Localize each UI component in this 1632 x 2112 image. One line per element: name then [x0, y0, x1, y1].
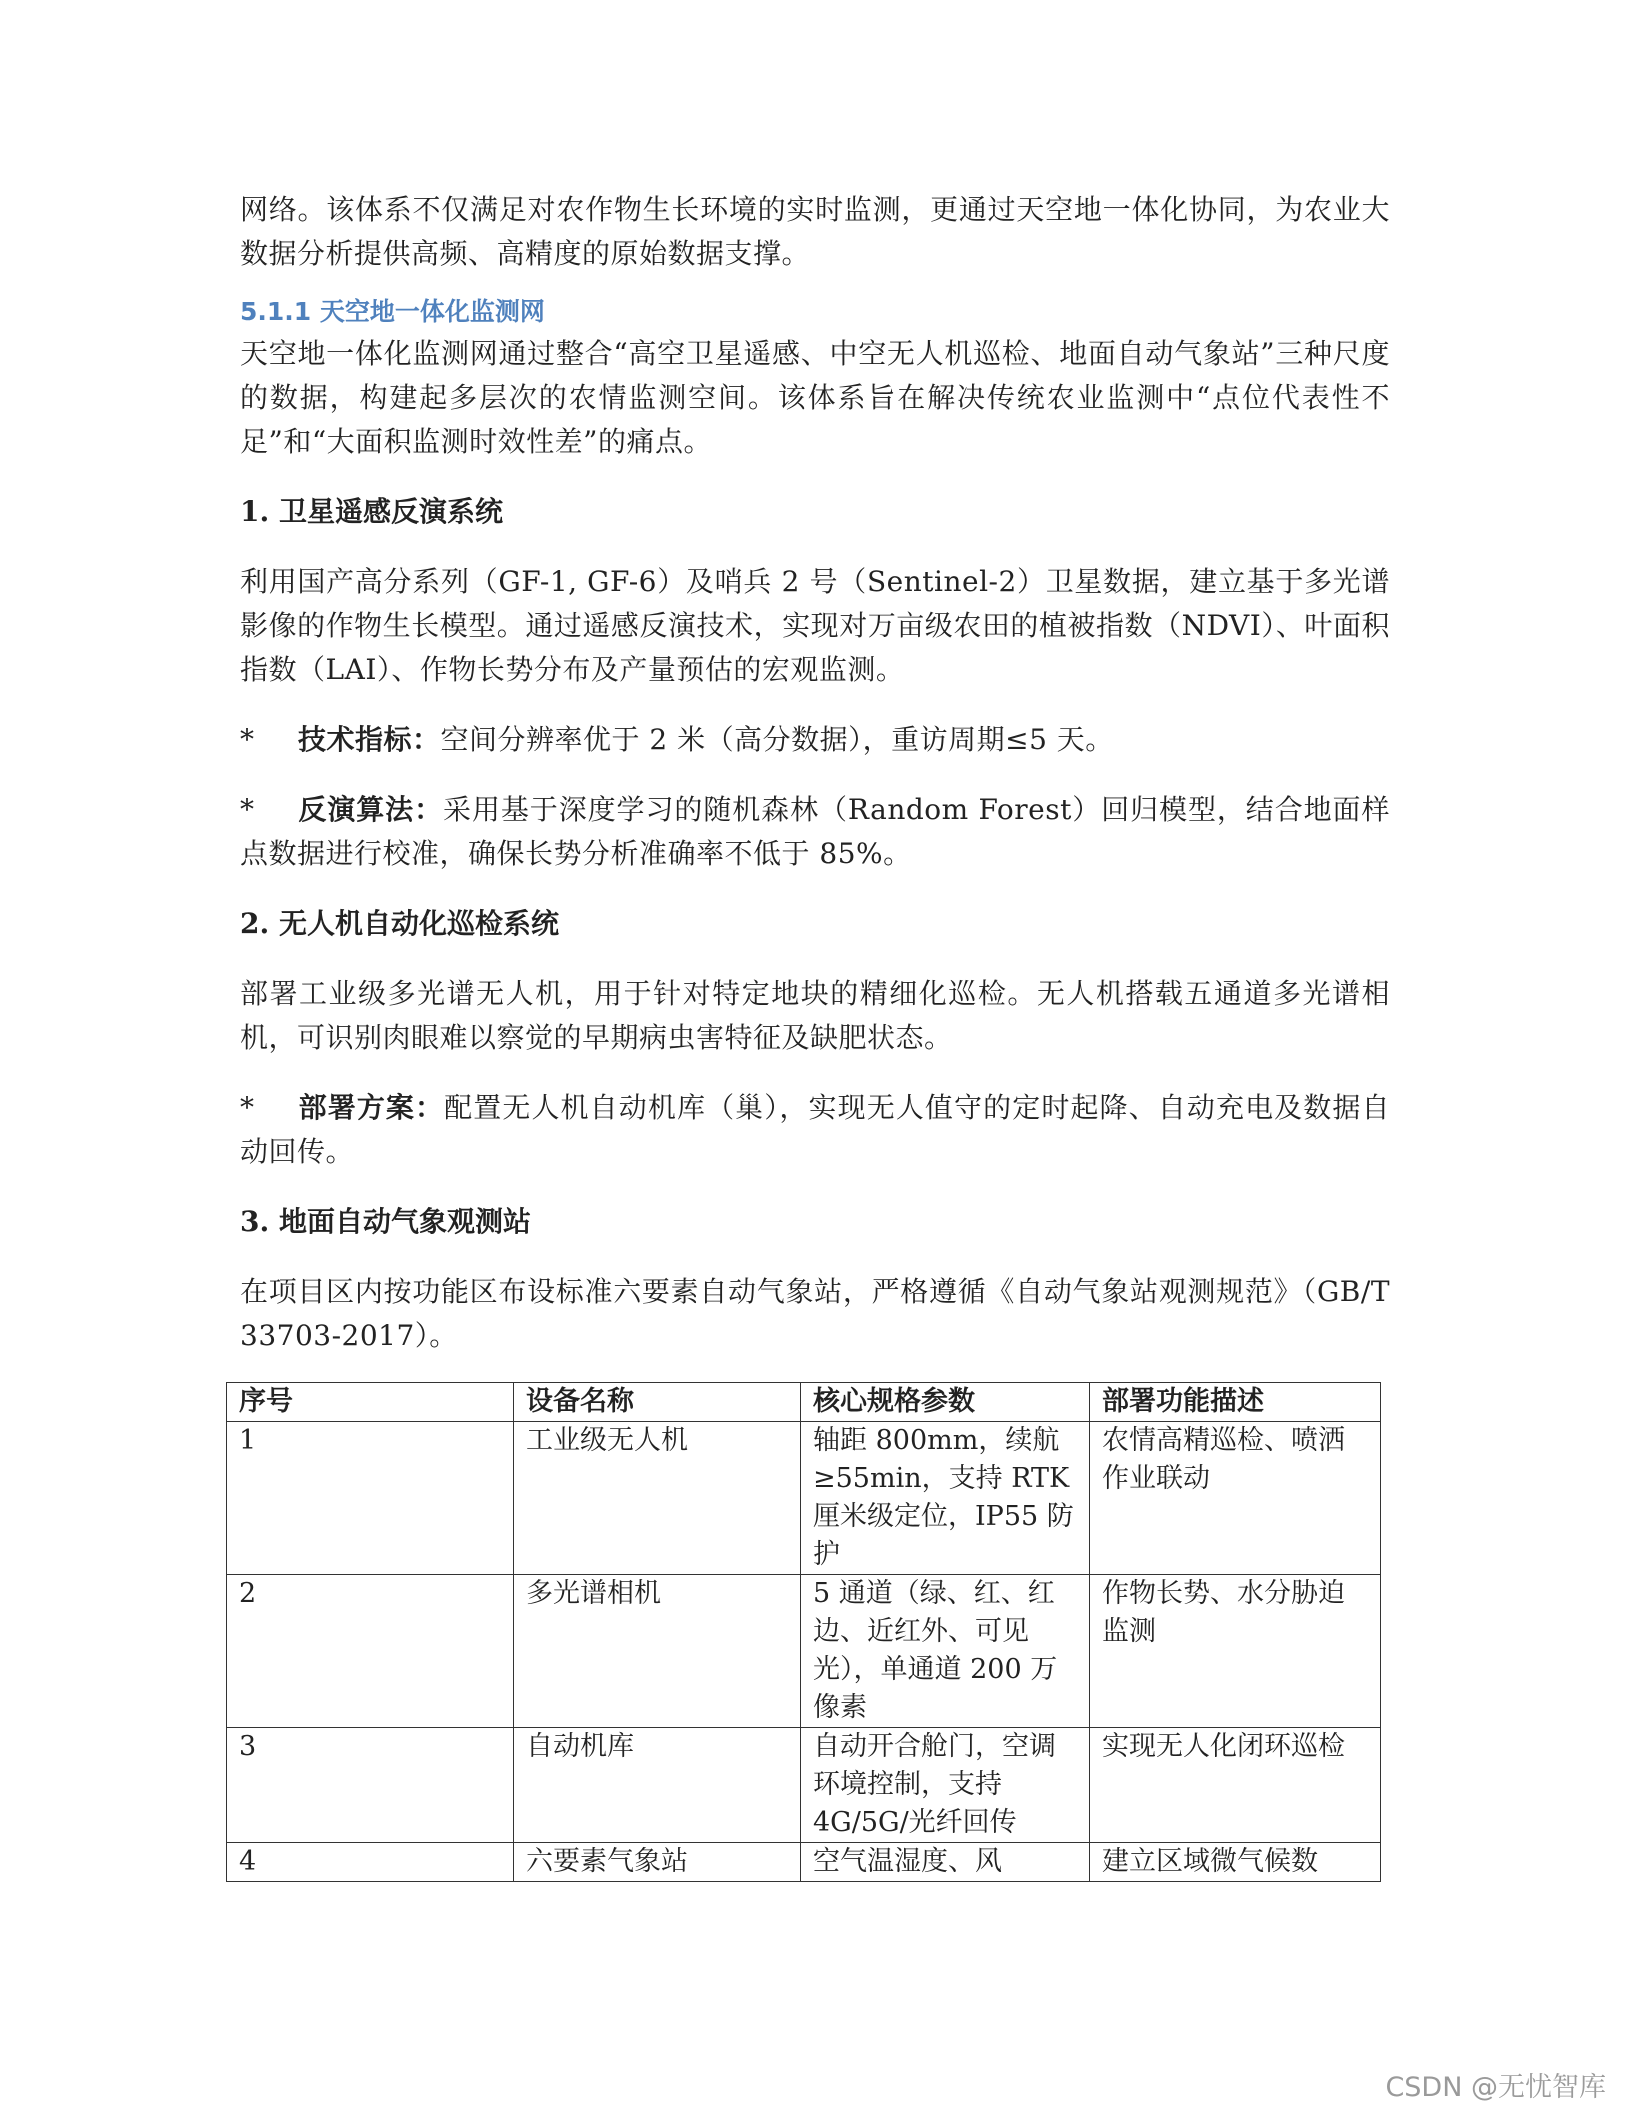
table-row [227, 1422, 1381, 1575]
cell-specs: 空气温湿度、风 [801, 1843, 1090, 1882]
cell-function: 作物长势、水分胁迫监测 [1090, 1575, 1381, 1728]
watermark: CSDN @无忧智库 [1385, 2072, 1606, 2103]
bullet-label: 技术指标： [298, 723, 441, 756]
satellite-paragraph: 利用国产高分系列（GF-1, GF-6）及哨兵 2 号（Sentinel-2）卫星数据，建立基于多光谱影像的作物生长模型。通过遥感反演技术，实现对万亩级农田的植被指数（NDVI）、叶面积指数（LAI）、作物长势分布及产量预估的宏观监测。 [240, 565, 1390, 686]
cell-specs: 自动开合舱门，空调环境控制，支持 4G/5G/光纤回传 [801, 1728, 1090, 1843]
bullet-algorithm [240, 788, 1390, 876]
bullet-tech-index [240, 718, 1390, 762]
bullet-deployment [240, 1086, 1390, 1174]
header-function: 部署功能描述 [1090, 1383, 1381, 1422]
bullet-text: 采用基于深度学习的随机森林（Random Forest）回归模型，结合地面样点数据进行校准，确保长势分析准确率不低于 85%。 [240, 793, 1390, 870]
intro-paragraph: 网络。该体系不仅满足对农作物生长环境的实时监测，更通过天空地一体化协同，为农业大数据分析提供高频、高精度的原始数据支撑。 [240, 193, 1390, 270]
bullet-marker: * [240, 1091, 255, 1124]
heading-drone: 2. 无人机自动化巡检系统 [240, 907, 559, 940]
cell-function: 建立区域微气候数 [1090, 1843, 1381, 1882]
heading-satellite: 1. 卫星遥感反演系统 [240, 495, 503, 528]
bullet-marker: * [240, 793, 255, 826]
cell-device-name: 工业级无人机 [514, 1422, 801, 1575]
bullet-text: 配置无人机自动机库（巢），实现无人值守的定时起降、自动充电及数据自动回传。 [240, 1091, 1390, 1168]
cell-device-name: 多光谱相机 [514, 1575, 801, 1728]
drone-paragraph: 部署工业级多光谱无人机，用于针对特定地块的精细化巡检。无人机搭载五通道多光谱相机，可识别肉眼难以察觉的早期病虫害特征及缺肥状态。 [240, 977, 1390, 1054]
section-paragraph: 天空地一体化监测网通过整合“高空卫星遥感、中空无人机巡检、地面自动气象站”三种尺度的数据，构建起多层次的农情监测空间。该体系旨在解决传统农业监测中“点位代表性不足”和“大面积监测时效性差”的痛点。 [240, 337, 1390, 458]
cell-function: 实现无人化闭环巡检 [1090, 1728, 1381, 1843]
bullet-text: 空间分辨率优于 2 米（高分数据），重访周期≤5 天。 [440, 723, 1114, 756]
header-device-name: 设备名称 [514, 1383, 801, 1422]
cell-device-name: 六要素气象站 [514, 1843, 801, 1882]
table-row [227, 1728, 1381, 1843]
cell-specs: 轴距 800mm，续航≥55min，支持 RTK 厘米级定位，IP55 防护 [801, 1422, 1090, 1575]
bullet-marker: * [240, 723, 255, 756]
cell-index: 3 [227, 1728, 514, 1843]
cell-index: 4 [227, 1843, 514, 1882]
bullet-label: 部署方案： [298, 1091, 445, 1124]
cell-device-name: 自动机库 [514, 1728, 801, 1843]
section-heading: 5.1.1 天空地一体化监测网 [240, 297, 545, 326]
bullet-label: 反演算法： [298, 793, 444, 826]
header-specs: 核心规格参数 [801, 1383, 1090, 1422]
cell-index: 2 [227, 1575, 514, 1728]
table-row [227, 1843, 1381, 1882]
heading-weather-station: 3. 地面自动气象观测站 [240, 1205, 531, 1238]
weather-paragraph: 在项目区内按功能区布设标准六要素自动气象站，严格遵循《自动气象站观测规范》（GB/T 33703-2017）。 [240, 1275, 1390, 1352]
document-page [240, 188, 1390, 1882]
table-header-row [227, 1383, 1381, 1422]
cell-specs: 5 通道（绿、红、红边、近红外、可见光），单通道 200 万像素 [801, 1575, 1090, 1728]
cell-index: 1 [227, 1422, 514, 1575]
header-index: 序号 [227, 1383, 514, 1422]
equipment-table [226, 1382, 1381, 1882]
table-row [227, 1575, 1381, 1728]
cell-function: 农情高精巡检、喷洒作业联动 [1090, 1422, 1381, 1575]
